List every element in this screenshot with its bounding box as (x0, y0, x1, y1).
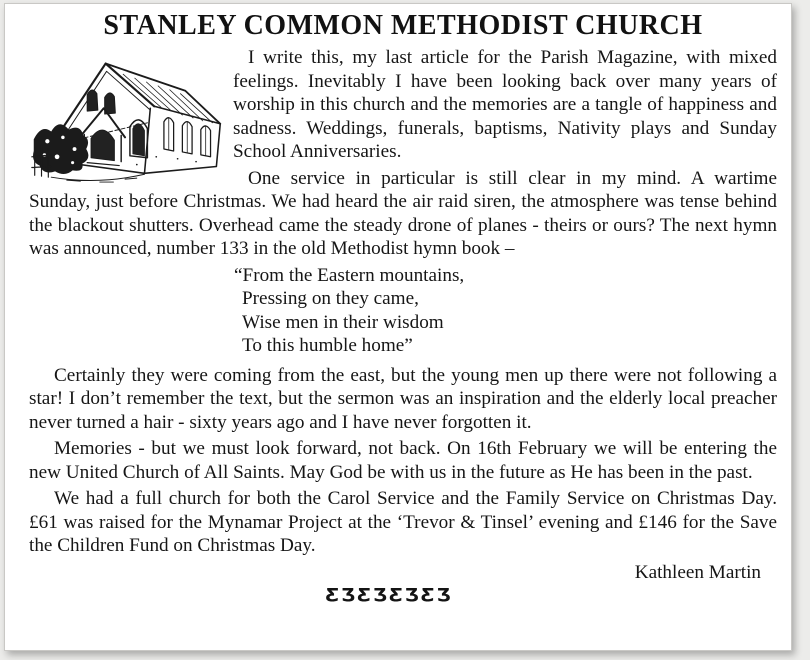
scroll-ornament-divider: ƸƷƸƷƸƷƸƷ (325, 585, 453, 606)
hymn-line: Wise men in their wisdom (242, 311, 444, 333)
article-paragraph: Certainly they were coming from the east, but the young men up there were not following a star! I don’t remember the text, but the sermon was an inspiration and the elderly local preacher never turned a hair - sixty years ago and I have never forgotten it. (29, 364, 777, 433)
church-illustration (29, 48, 225, 184)
hymn-quote (234, 264, 777, 358)
hymn-line: Pressing on they came, (242, 288, 419, 309)
scanned-magazine-page (4, 3, 792, 651)
article-paragraph: Memories - but we must look forward, not back. On 16th February we will be entering the new United Church of All Saints. May God be with us in the future as He has been in the past. (29, 438, 777, 483)
hymn-line: To this humble home” (242, 335, 413, 356)
article-paragraph: I write this, my last article for the Parish Magazine, with mixed feelings. Inevitably I have been looking back over many years of worship in this church and the memories are a tangle of happiness and sadness. Weddings, funerals, baptisms, Nativity plays and Sunday School Anniversaries. (233, 47, 777, 162)
church-drawing-icon (29, 48, 225, 184)
article-paragraph: We had a full church for both the Carol Service and the Family Service on Christmas Day. £61 was raised for the Mynamar Project at the ‘Trevor & Tinsel’ evening and £146 for the Save the Children Fund on Christmas Day. (29, 488, 777, 556)
page-title: STANLEY COMMON METHODIST CHURCH (103, 10, 703, 41)
article-body (29, 46, 777, 606)
author-signature: Kathleen Martin (634, 561, 761, 583)
hymn-line: “From the Eastern mountains, (234, 264, 465, 286)
article-paragraph: One service in particular is still clear in my mind. A wartime Sunday, just before Christmas. We had heard the air raid siren, the atmosphere was tense behind the blackout shutters. Overhead came the steady drone of planes - theirs or ours? The next hymn was announced, number 133 in the old Methodist hymn book – (29, 167, 777, 259)
